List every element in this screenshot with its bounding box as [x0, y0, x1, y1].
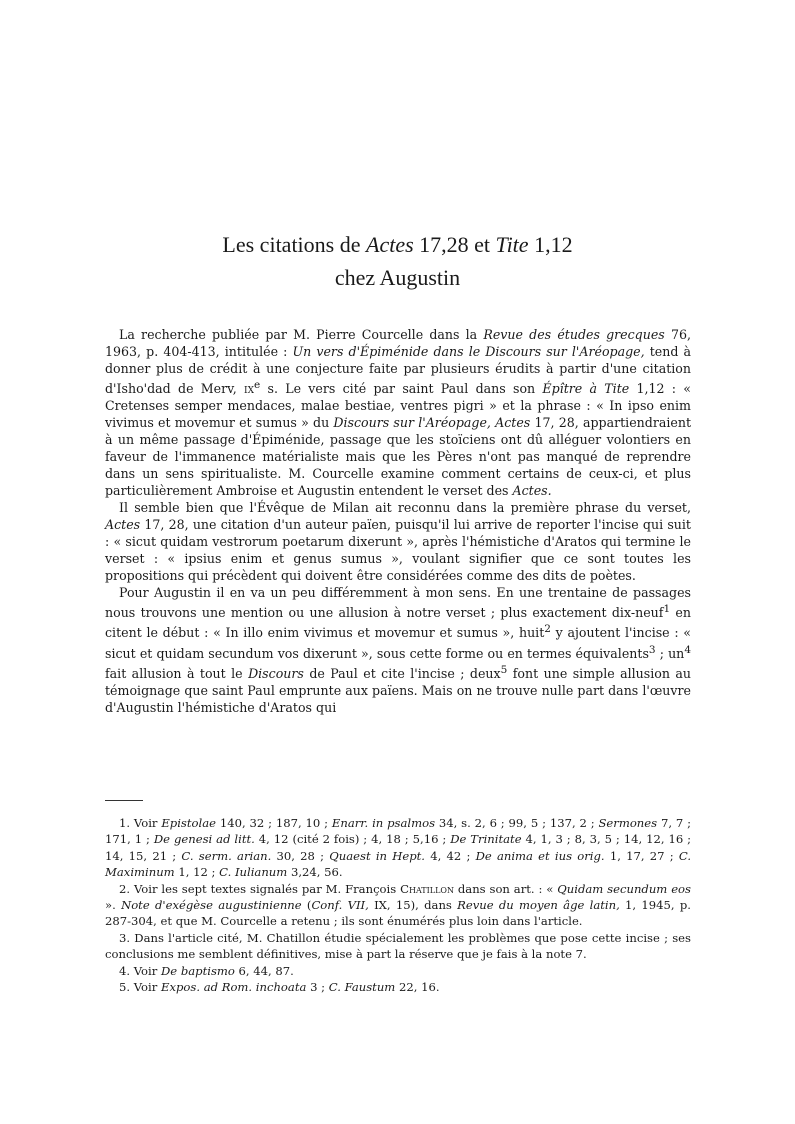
footnote-2: 2. Voir les sept textes signalés par M. François Chatillon dans son art. : « Quidam secundum eos ». Note d'exégèse augustinienne (Conf. VII, IX, 15), dans Revue du moyen âge latin, 1, 1945, p. 287-304, et que M. Courcelle a retenu ; ils sont énumérés plus loin dans l'article. [105, 881, 691, 929]
paragraph-2: Il semble bien que l'Évêque de Milan ait reconnu dans la première phrase du verset, Actes 17, 28, une citation d'un auteur païen, puisqu'il lui arrive de reporter l'incise qui suit : « sicut quidam vestrorum poetarum dixerunt », après l'hémistiche d'Aratos qui termine le verset : « ipsius enim et genus sumus », voulant signifier que ce sont toutes les propositions qui précèdent qui doivent être considérées comme des dits de poètes. [105, 500, 691, 584]
footnote-1: 1. Voir Epistolae 140, 32 ; 187, 10 ; Enarr. in psalmos 34, s. 2, 6 ; 99, 5 ; 137, 2 ; Sermones 7, 7 ; 171, 1 ; De genesi ad litt. 4, 12 (cité 2 fois) ; 4, 18 ; 5,16 ; De Trinitate 4, 1, 3 ; 8, 3, 5 ; 14, 12, 16 ; 14, 15, 21 ; C. serm. arian. 30, 28 ; Quaest in Hept. 4, 42 ; De anima et ius orig. 1, 17, 27 ; C. Maximinum 1, 12 ; C. Iulianum 3,24, 56. [105, 816, 692, 880]
footnote-5: 5. Voir Expos. ad Rom. inchoata 3 ; C. Faustum 22, 16. [119, 980, 440, 995]
title-line-2: chez Augustin [334, 265, 461, 290]
footnote-3: 3. Dans l'article cité, M. Chatillon étudie spécialement les problèmes que pose cette incise ; ses conclusions me semblent définitives, mise à part la réserve que je fais à la note 7. [105, 930, 691, 962]
paragraph-3: Pour Augustin il en va un peu différemment à mon sens. En une trentaine de passages nous trouvons une mention ou une allusion à notre verset ; plus exactement dix-neuf$^1$ en citent le début : « In illo enim vivimus et movemur et sumus », huit$^2$ y ajoutent l'incise : « sicut et quidam secundum vos dixerunt », sous cette forme ou en termes équivalents$^3$ ; $un^4$ fait allusion à tout le Discours de Paul et cite l'incise ; deux$^5$ font une simple allusion au témoignage que saint Paul emprunte aux païens. Mais on ne trouve nulle part dans l'œuvre d'Augustin l'hémistiche d'Aratos qui [105, 585, 692, 715]
main-text [105, 326, 691, 716]
paragraph-1: La recherche publiée par M. Pierre Courcelle dans la Revue des études grecques 76, 1963, p. 404-413, intitulée : Un vers d'Épiménide dans le Discours sur l'Aréopage, tend à donner plus de crédit à une conjecture faite par plusieurs érudits à partir d'une citation d'Isho'dad de Merv, $ix^e$ s. Le vers cité par saint Paul dans son Épître à Tite 1,12 : « Cretenses semper mendaces, malae bestiae, ventres pigri » et la phrase : « In ipso enim vivimus et movemur et sumus » du Discours sur l'Aréopage, Actes 17, 28, appartiendraient à un même passage d'Épiménide, passage que les stoïciens ont dû alléguer volontiers en faveur de l'immanence matérialiste mais que les Pères n'ont pas manqué de reprendre dans un sens spiritualiste. M. Courcelle examine comment certains de ceux-ci, et plus particulièrement Ambroise et Augustin entendent le verset des Actes. [105, 327, 692, 499]
footnote-ref-1[interactable]: 1 [663, 603, 671, 616]
footnote-4: 4. Voir De baptismo 6, 44, 87. [119, 963, 294, 978]
title-line-1: Les citations de Actes 17,28 et Tite 1,12 [222, 232, 573, 257]
footnote-divider [105, 800, 143, 801]
footnotes [105, 815, 691, 995]
footnote-ref-2[interactable]: 2 [544, 623, 551, 636]
footnote-ref-5[interactable]: 5 [500, 663, 508, 676]
article-title [0, 228, 795, 294]
footnote-ref-4[interactable]: 4 [684, 643, 691, 656]
footnote-ref-3[interactable]: 3 [648, 643, 656, 656]
